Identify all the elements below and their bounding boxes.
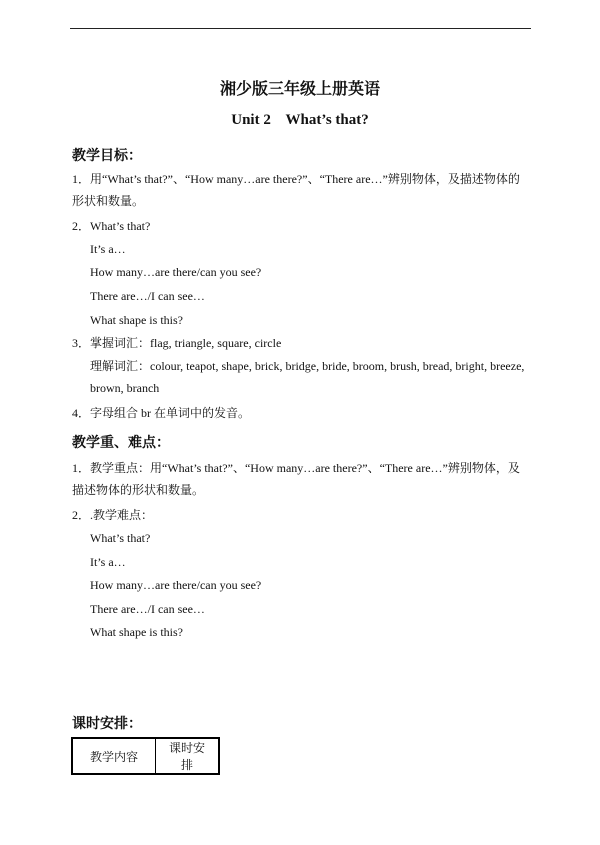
- unit-title-text: Unit 2 What’s that?: [231, 112, 369, 128]
- schedule-heading: 课时安排：: [72, 717, 142, 732]
- unit-title: [0, 112, 600, 129]
- goals-item-4: 4．字母组合 br 在单词中的发音。: [72, 406, 250, 420]
- key-item-2-line-5: What shape is this?: [90, 625, 183, 639]
- header-rule: [70, 28, 531, 29]
- key-item-2-line-4: There are…/I can see…: [90, 602, 205, 616]
- key-item-2-line-2: It’s a…: [90, 555, 126, 569]
- schedule-col-hours: 课时安排: [156, 738, 220, 774]
- key-heading: 教学重、难点：: [72, 436, 170, 451]
- goals-item-3: 3．掌握词汇：flag, triangle, square, circle: [72, 336, 282, 350]
- key-item-2-line-3: How many…are there/can you see?: [90, 578, 262, 592]
- goals-item-3-sub: 理解词汇：colour, teapot, shape, brick, bridge, bride, broom, brush, bread, bright, breeze, brown, branch: [90, 359, 525, 395]
- schedule-table: [71, 737, 220, 775]
- goals-item-2: 2．What’s that?: [72, 219, 151, 233]
- key-item-2: 2．.教学难点：: [72, 508, 154, 522]
- key-item-1: 1．教学重点：用“What’s that?”、“How many…are there?”、“There are…”辨别物体，及描述物体的形状和数量。: [72, 461, 520, 497]
- table-row: [72, 738, 219, 774]
- goals-item-2-line-1: It’s a…: [90, 242, 126, 256]
- goals-item-2-line-3: There are…/I can see…: [90, 289, 205, 303]
- goals-heading: 教学目标：: [72, 149, 142, 164]
- key-item-2-line-1: What’s that?: [90, 531, 151, 545]
- goals-item-2-line-4: What shape is this?: [90, 313, 183, 327]
- goals-item-1: 1．用“What’s that?”、“How many…are there?”、“There are…”辨别物体，及描述物体的形状和数量。: [72, 172, 520, 208]
- document-title: 湘少版三年级上册英语: [219, 81, 380, 98]
- schedule-col-content: 教学内容: [72, 738, 156, 774]
- goals-item-2-line-2: How many…are there/can you see?: [90, 265, 262, 279]
